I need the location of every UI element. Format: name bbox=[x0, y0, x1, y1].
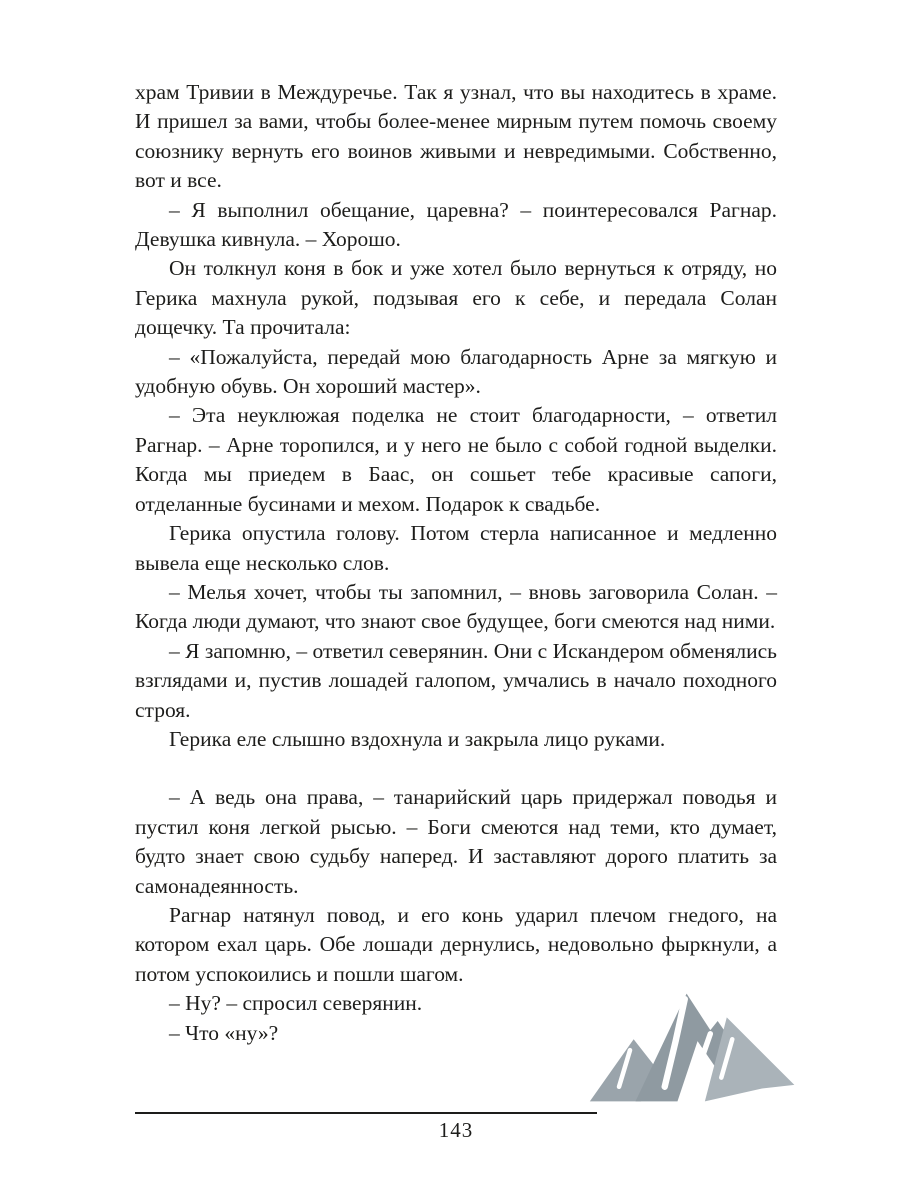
paragraph: Рагнар натянул повод, и его конь ударил плечом гнедого, на котором ехал царь. Обе лошади дернулись, недовольно фыркнули, а потом успокоились и пошли шагом. bbox=[135, 902, 777, 986]
paragraph: – А ведь она права, – танарийский царь придержал поводья и пустил коня легкой рысью. – Боги смеются над теми, кто думает, будто знает свою судьбу наперед. И заставляют дорого платить за самонадеянность. bbox=[135, 785, 777, 898]
paragraph: – «Пожалуйста, передай мою благодарность Арне за мягкую и удобную обувь. Он хороший мастер». bbox=[135, 344, 777, 399]
paragraph: – Эта неуклюжая поделка не стоит благодарности, – ответил Рагнар. – Арне торопился, и у него не было с собой годной выделки. Когда мы приедем в Баас, он сошьет тебе красивые сапоги, отделанные бусинами и мехом. Подарок к свадьбе. bbox=[135, 403, 777, 516]
paragraph: – Ну? – спросил северянин. bbox=[169, 991, 423, 1016]
page-number: 143 bbox=[438, 1118, 474, 1142]
paragraph: Герика еле слышно вздохнула и закрыла лицо руками. bbox=[169, 726, 666, 751]
paragraph: – Я выполнил обещание, царевна? – поинтересовался Рагнар. Девушка кивнула. – Хорошо. bbox=[135, 197, 777, 252]
paragraph: – Что «ну»? bbox=[169, 1020, 279, 1045]
paragraph: храм Тривии в Междуречье. Так я узнал, что вы находитесь в храме. И пришел за вами, чтобы более-менее мирным путем помочь своему союзнику вернуть его воинов живыми и невредимыми. Собственно, вот и все. bbox=[135, 80, 777, 193]
paragraph: – Мелья хочет, чтобы ты запомнил, – вновь заговорила Солан. – Когда люди думают, что знают свое будущее, боги смеются над ними. bbox=[135, 579, 777, 634]
mountains-illustration bbox=[588, 980, 798, 1105]
footer-divider bbox=[135, 1112, 597, 1114]
paragraph: – Я запомню, – ответил северянин. Они с Искандером обменялись взглядами и, пустив лошадей галопом, умчались в начало походного строя. bbox=[135, 638, 777, 722]
paragraph: Герика опустила голову. Потом стерла написанное и медленно вывела еще несколько слов. bbox=[135, 521, 777, 575]
body-text bbox=[135, 78, 777, 1048]
paragraph: Он толкнул коня в бок и уже хотел было вернуться к отряду, но Герика махнула рукой, подзывая его к себе, и передала Солан дощечку. Та прочитала: bbox=[135, 256, 777, 340]
